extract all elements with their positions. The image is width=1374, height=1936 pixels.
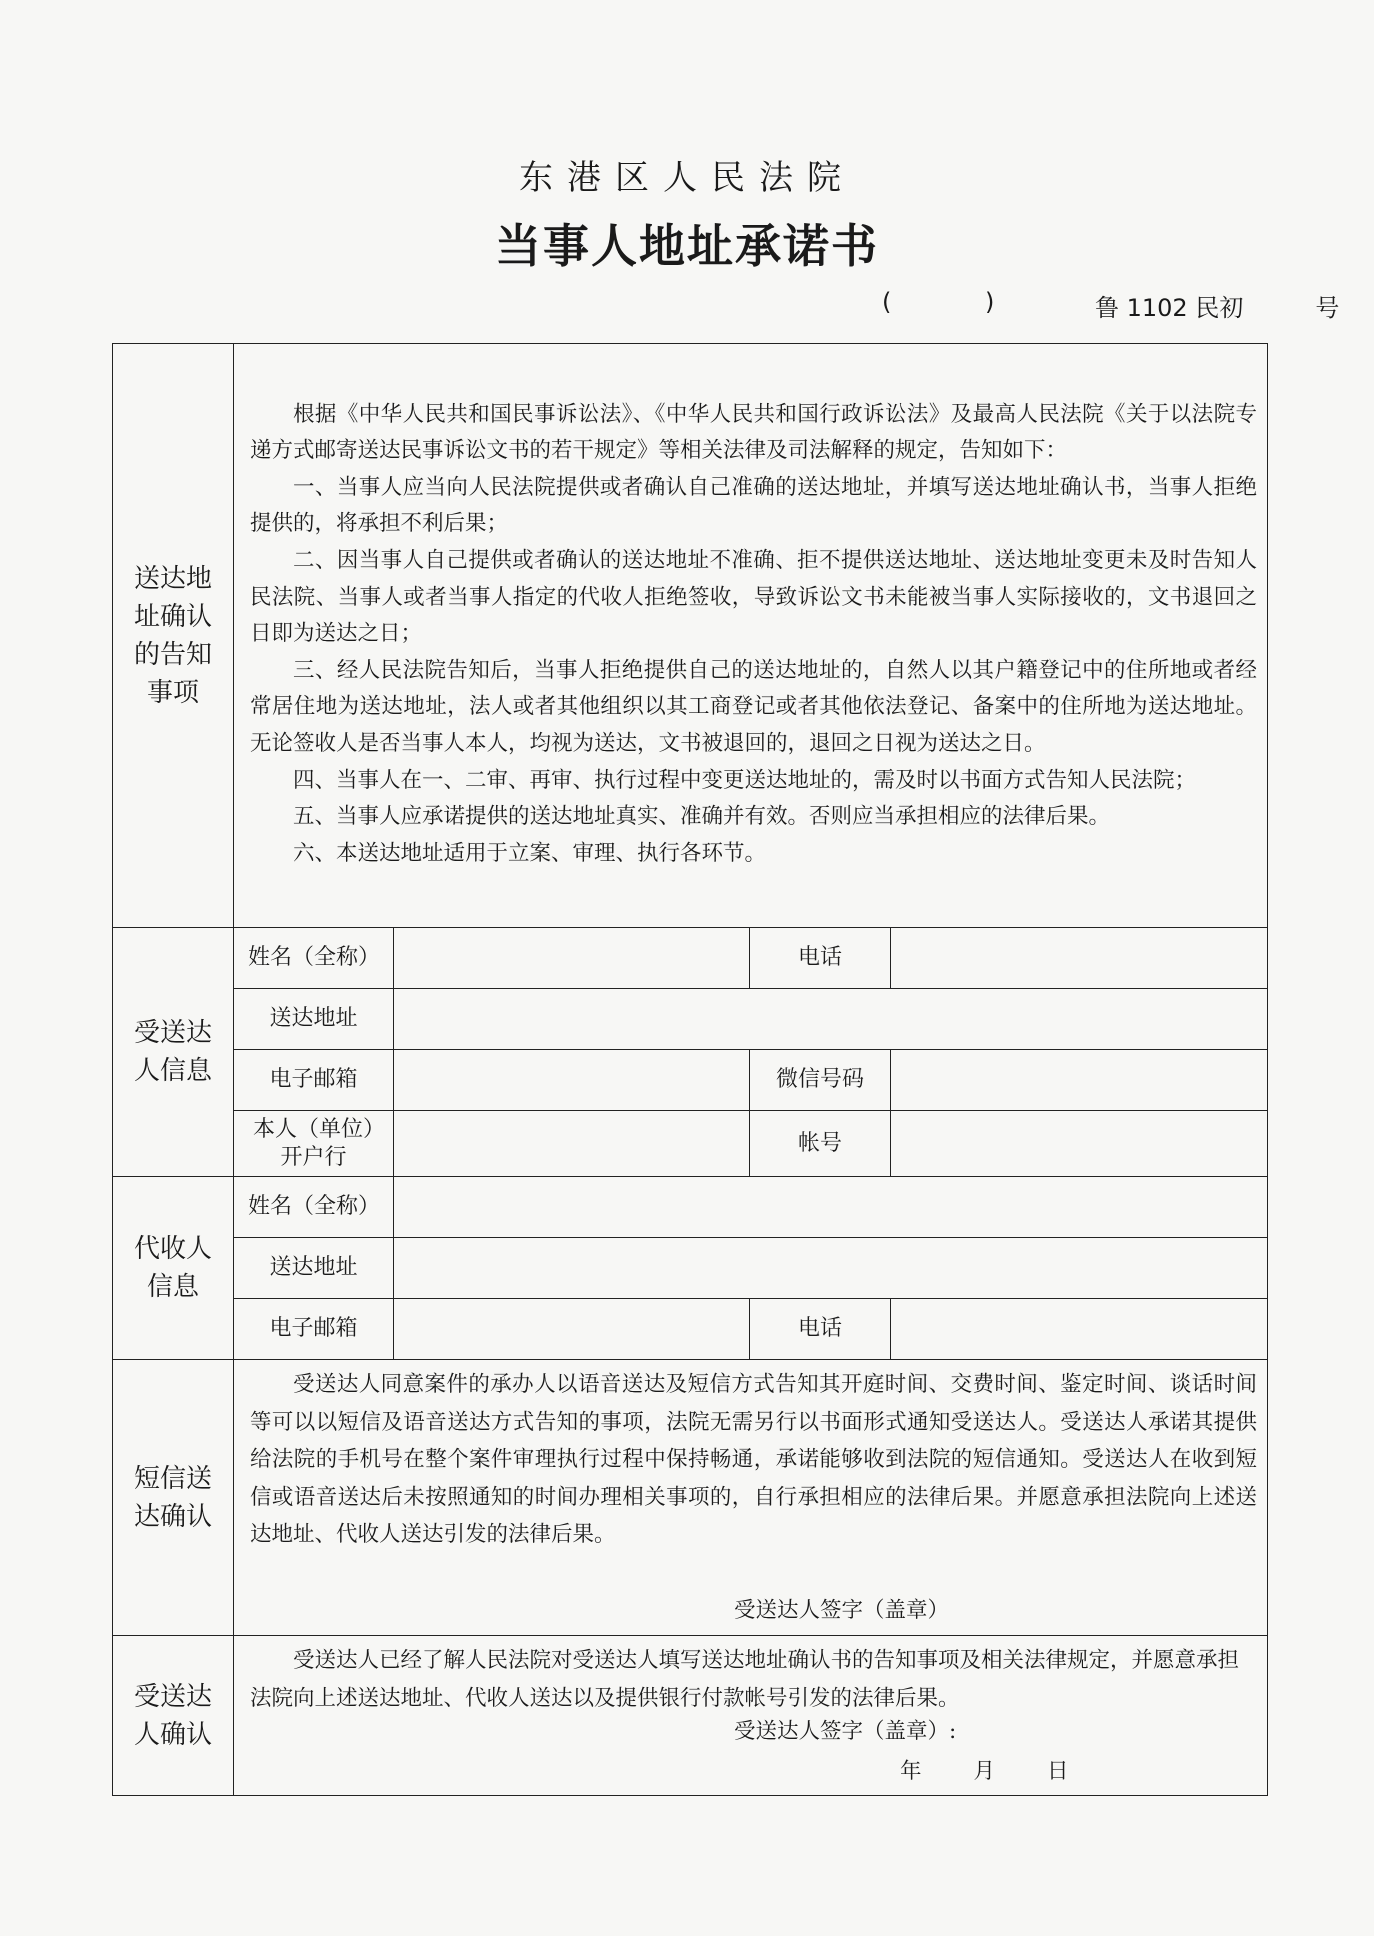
recipient-email-label: 电子邮箱 <box>234 1050 394 1111</box>
notice-label-text: 送达地址确认的告知事项 <box>133 563 212 708</box>
agent-phone-label: 电话 <box>750 1299 891 1360</box>
recipient-wechat-label: 微信号码 <box>750 1050 891 1111</box>
case-number-line <box>880 288 1340 322</box>
recipient-address-field[interactable] <box>394 989 1268 1050</box>
recipient-address-label: 送达地址 <box>234 989 394 1050</box>
recipient-email-field[interactable] <box>394 1050 750 1111</box>
recipient-wechat-field[interactable] <box>891 1050 1268 1111</box>
notice-item-1: 一、当事人应当向人民法院提供或者确认自己准确的送达地址，并填写送达地址确认书，当事人拒绝提供的，将承担不利后果； <box>250 474 1258 537</box>
agent-label-text: 代收人信息 <box>133 1234 212 1302</box>
sms-signature-label: 受送达人签字（盖章） <box>734 1597 950 1623</box>
recipient-section-label <box>113 928 234 1177</box>
recipient-account-label: 帐号 <box>750 1111 891 1177</box>
case-paren-close: ) <box>985 288 995 316</box>
date-year-label: 年 <box>900 1759 922 1784</box>
court-name: 东港区人民法院 <box>519 158 855 198</box>
confirm-date-line <box>250 1753 1257 1791</box>
notice-item-6: 六、本送达地址适用于立案、审理、执行各环节。 <box>293 840 767 866</box>
notice-item-5: 五、当事人应承诺提供的送达地址真实、准确并有效。否则应当承担相应的法律后果。 <box>293 804 1111 830</box>
recipient-bank-label-text: 本人（单位）开户行 <box>252 1116 374 1170</box>
sms-content <box>234 1360 1268 1636</box>
confirm-signature-label: 受送达人签字（盖章）: <box>734 1719 957 1744</box>
confirm-label-text: 受送达人确认 <box>133 1681 212 1750</box>
recipient-name-field[interactable] <box>394 928 750 989</box>
sms-label-text: 短信送达确认 <box>133 1463 212 1532</box>
notice-section-label <box>113 344 234 928</box>
recipient-bank-field[interactable] <box>394 1111 750 1177</box>
notice-content <box>234 344 1268 928</box>
agent-email-field[interactable] <box>394 1299 750 1360</box>
sms-text: 受送达人同意案件的承办人以语音送达及短信方式告知其开庭时间、交费时间、鉴定时间、谈话时间等可以以短信及语音送达方式告知的事项，法院无需另行以书面形式通知受送达人。受送达人承诺其提供给法院的手机号在整个案件审理执行过程中保持畅通，承诺能够收到法院的短信通知。受送达人在收到短信或语音送达后未按照通知的时间办理相关事项的，自行承担相应的法律后果。并愿意承担法院向上述送达地址、代收人送达引发的法律后果。 <box>250 1372 1258 1547</box>
agent-address-field[interactable] <box>394 1238 1268 1299</box>
case-paren-open: ( <box>882 288 892 316</box>
recipient-phone-field[interactable] <box>891 928 1268 989</box>
recipient-label-text: 受送达人信息 <box>133 1018 212 1086</box>
date-month-label: 月 <box>973 1759 996 1784</box>
sms-section-label <box>113 1360 234 1636</box>
notice-item-3: 三、经人民法院告知后，当事人拒绝提供自己的送达地址的，自然人以其户籍登记中的住所地或者经常居住地为送达地址，法人或者其他组织以其工商登记或者其他依法登记、备案中的住所地为送达地址。无论签收人是否当事人本人，均视为送达，文书被退回的，退回之日视为送达之日。 <box>250 657 1258 756</box>
agent-name-field[interactable] <box>394 1177 1268 1238</box>
notice-intro: 根据《中华人民共和国民事诉讼法》、《中华人民共和国行政诉讼法》及最高人民法院《关于以法院专递方式邮寄送达民事诉讼文书的若干规定》等相关法律及司法解释的规定，告知如下： <box>250 401 1258 464</box>
agent-phone-field[interactable] <box>891 1299 1268 1360</box>
confirm-content <box>234 1636 1268 1796</box>
agent-section-label <box>113 1177 234 1360</box>
confirm-section-label <box>113 1636 234 1796</box>
agent-email-label: 电子邮箱 <box>234 1299 394 1360</box>
document-title: 当事人地址承诺书 <box>495 219 879 273</box>
notice-item-2: 二、因当事人自己提供或者确认的送达地址不准确、拒不提供送达地址、送达地址变更未及时告知人民法院、当事人或者当事人指定的代收人拒绝签收，导致诉讼文书未能被当事人实际接收的，文书退回之日即为送达之日； <box>250 548 1258 647</box>
address-commitment-form <box>112 343 1268 1796</box>
recipient-phone-label: 电话 <box>750 928 891 989</box>
confirm-text: 受送达人已经了解人民法院对受送达人填写送达地址确认书的告知事项及相关法律规定，并愿意承担法院向上述送达地址、代收人送达以及提供银行付款帐号引发的法律后果。 <box>250 1648 1240 1711</box>
recipient-account-field[interactable] <box>891 1111 1268 1177</box>
case-number: 鲁 1102 民初 号 <box>1095 294 1340 322</box>
date-day-label: 日 <box>1047 1759 1069 1784</box>
agent-name-label: 姓名（全称） <box>234 1177 394 1238</box>
notice-item-4: 四、当事人在一、二审、再审、执行过程中变更送达地址的，需及时以书面方式告知人民法院； <box>293 767 1197 793</box>
recipient-name-label: 姓名（全称） <box>234 928 394 989</box>
recipient-bank-label <box>234 1111 394 1177</box>
agent-address-label: 送达地址 <box>234 1238 394 1299</box>
